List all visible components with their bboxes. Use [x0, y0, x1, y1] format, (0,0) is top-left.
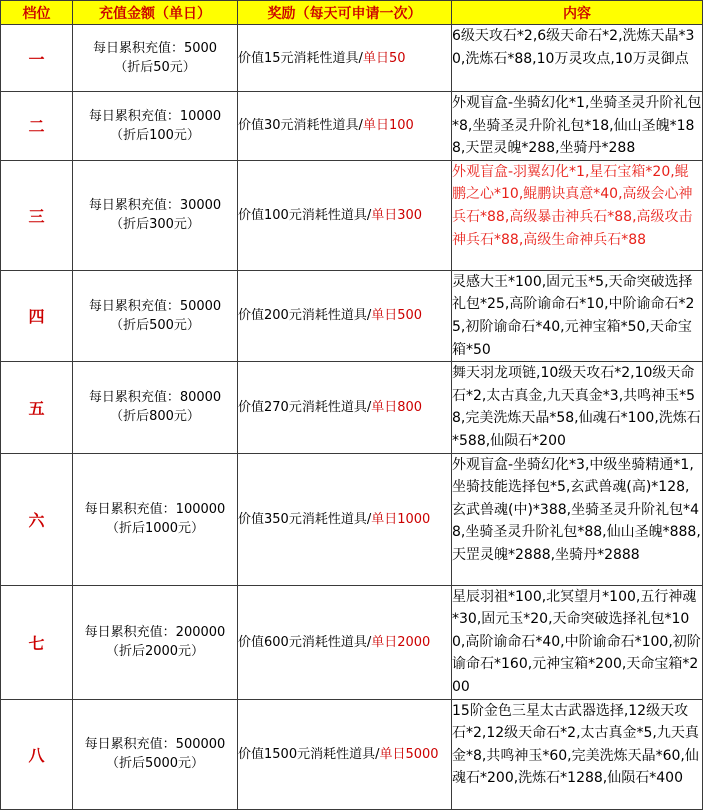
reward-text: 价值15元消耗性道具 [238, 50, 359, 66]
header-tier: 档位 [1, 1, 73, 25]
table-row [1, 362, 703, 453]
reward-text: 价值270元消耗性道具 [238, 399, 367, 415]
charge-cell [73, 362, 238, 453]
charge-discount: （折后300元） [110, 217, 200, 233]
reward-text: 价值600元消耗性道具 [238, 634, 367, 650]
tier-label: 七 [1, 585, 73, 699]
reward-separator: / [358, 50, 363, 66]
charge-discount: （折后1000元） [105, 521, 205, 537]
reward-daily: 单日100 [362, 118, 414, 134]
table-row [1, 699, 703, 809]
charge-amount: 每日累积充值：80000 [88, 390, 222, 406]
reward-separator: / [358, 118, 363, 134]
tier-label: 六 [1, 453, 73, 585]
content-cell: 星辰羽祖*100,北冥望月*100,五行神魂*30,固元玉*20,天命突破选择礼包*100,高阶谕命石*40,中阶谕命石*100,初阶谕命石*160,元神宝箱*200,天命宝箱*200 [452, 585, 703, 699]
reward-text: 价值30元消耗性道具 [238, 118, 359, 134]
tier-label: 五 [1, 362, 73, 453]
reward-text: 价值350元消耗性道具 [238, 511, 367, 527]
reward-daily: 单日500 [371, 308, 423, 324]
charge-discount: （折后50元） [114, 60, 196, 75]
table-row [1, 160, 703, 270]
content-cell: 灵感大王*100,固元玉*5,天命突破选择礼包*25,高阶谕命石*10,中阶谕命石*25,初阶谕命石*40,元神宝箱*50,天命宝箱*50 [452, 270, 703, 361]
reward-text: 价值1500元消耗性道具 [238, 746, 376, 762]
charge-amount: 每日累积充值：50000 [88, 298, 222, 314]
reward-cell [238, 25, 452, 92]
table-row [1, 453, 703, 585]
reward-cell [238, 270, 452, 361]
charge-amount: 每日累积充值：500000 [84, 737, 226, 752]
table-row [1, 92, 703, 161]
reward-cell [238, 699, 452, 809]
header-content: 内容 [452, 1, 703, 25]
reward-text: 价值100元消耗性道具 [238, 207, 367, 223]
table-row [1, 270, 703, 361]
charge-discount: （折后800元） [110, 409, 200, 425]
charge-discount: （折后100元） [110, 127, 200, 143]
charge-discount: （折后2000元） [105, 644, 205, 660]
reward-separator: / [366, 399, 372, 415]
reward-cell [238, 160, 452, 270]
charge-discount: （折后5000元） [105, 756, 205, 771]
reward-daily: 单日300 [371, 207, 423, 223]
content-cell: 外观盲盒-坐骑幻化*3,中级坐骑精通*1,坐骑技能选择包*5,玄武兽魂(高)*128,玄武兽魂(中)*388,坐骑圣灵升阶礼包*48,坐骑圣灵升阶礼包*88,仙山圣魄*888,天罡灵魄*2888,坐骑丹*2888 [452, 453, 703, 585]
reward-cell [238, 585, 452, 699]
content-cell: 外观盲盒-羽翼幻化*1,星石宝箱*20,鲲鹏之心*10,鲲鹏诀真意*40,高级会心神兵石*88,高级暴击神兵石*88,高级攻击神兵石*88,高级生命神兵石*88 [452, 160, 703, 270]
reward-separator: / [366, 511, 372, 527]
reward-separator: / [366, 308, 372, 324]
charge-amount: 每日累积充值：5000 [92, 41, 218, 56]
reward-daily: 单日50 [362, 50, 406, 66]
reward-separator: / [375, 746, 380, 762]
charge-discount: （折后500元） [110, 317, 200, 333]
charge-amount: 每日累积充值：200000 [84, 625, 226, 641]
charge-cell [73, 92, 238, 161]
reward-separator: / [366, 634, 372, 650]
reward-daily: 单日800 [371, 399, 423, 415]
reward-text: 价值200元消耗性道具 [238, 308, 367, 324]
reward-daily: 单日1000 [371, 511, 431, 527]
table-header-row [1, 1, 703, 25]
table-row [1, 585, 703, 699]
charge-amount: 每日累积充值：30000 [88, 198, 222, 214]
content-cell: 外观盲盒-坐骑幻化*1,坐骑圣灵升阶礼包*8,坐骑圣灵升阶礼包*18,仙山圣魄*188,天罡灵魄*288,坐骑丹*288 [452, 92, 703, 161]
charge-cell [73, 699, 238, 809]
content-cell: 15阶金色三星太古武器选择,12级天攻石*2,12级天命石*2,太古真金*5,九天真金*8,共鸣神玉*60,完美洗炼天晶*60,仙魂石*200,洗炼石*1288,仙陨石*400 [452, 699, 703, 809]
charge-amount: 每日累积充值：10000 [88, 108, 222, 124]
reward-daily: 单日5000 [379, 746, 439, 762]
tier-label: 八 [1, 699, 73, 809]
content-cell: 舞天羽龙项链,10级天攻石*2,10级天命石*2,太古真金,九天真金*3,共鸣神玉*58,完美洗炼天晶*58,仙魂石*100,洗炼石*588,仙陨石*200 [452, 362, 703, 453]
reward-cell [238, 362, 452, 453]
reward-separator: / [366, 207, 372, 223]
tier-label: 四 [1, 270, 73, 361]
content-cell: 6级天攻石*2,6级天命石*2,洗炼天晶*30,洗炼石*88,10万灵攻点,10万灵御点 [452, 25, 703, 92]
charge-cell [73, 160, 238, 270]
reward-cell [238, 453, 452, 585]
charge-cell [73, 25, 238, 92]
charge-cell [73, 270, 238, 361]
charge-cell [73, 453, 238, 585]
charge-amount: 每日累积充值：100000 [84, 502, 226, 518]
charge-cell [73, 585, 238, 699]
reward-daily: 单日2000 [371, 634, 431, 650]
reward-cell [238, 92, 452, 161]
tier-label: 三 [1, 160, 73, 270]
tier-label: 二 [1, 92, 73, 161]
header-amount: 充值金额（单日） [73, 1, 238, 25]
tier-label: 一 [1, 25, 73, 92]
table-row [1, 25, 703, 92]
header-reward: 奖励（每天可申请一次） [238, 1, 452, 25]
